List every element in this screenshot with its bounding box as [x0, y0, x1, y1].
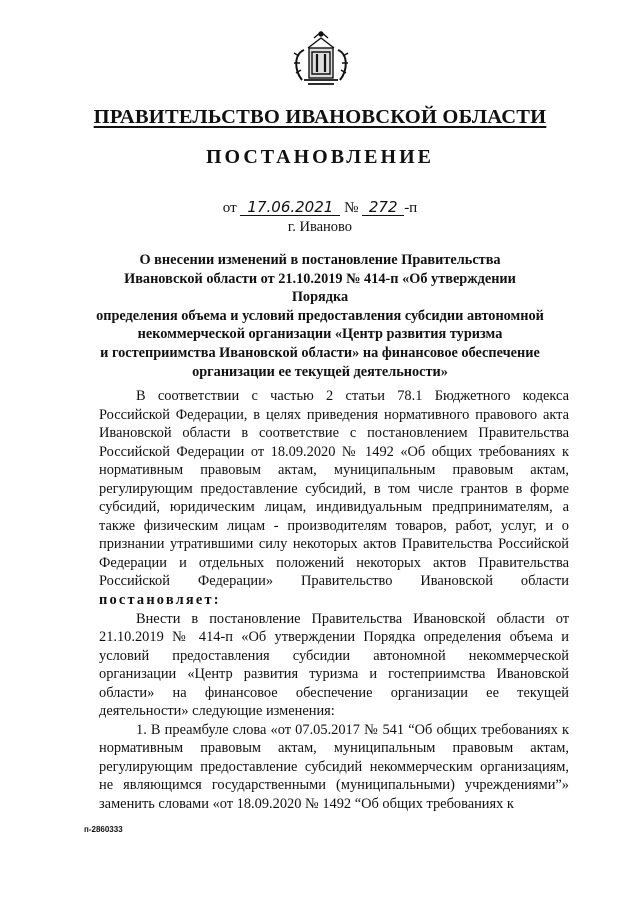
- city: г. Иваново: [287, 219, 353, 235]
- paragraph-preamble: [99, 387, 569, 610]
- date-number-line: [0, 199, 640, 217]
- preamble-text: В соответствии с частью 2 статьи 78.1 Бюджетного кодекса Российской Федерации, в целях приведения нормативного правового акта Ивановской области в соответствие с постановлением Правительства Российской Федерации от 18.09.2020 № 1492 «Об общих требованиях к нормативным правовым актам, муниципальным правовым актам, регулирующим предоставление субсидий, в том числе грантов в форме субсидий, юридическим лицам, индивидуальным предпринимателям, а также физическим лицам - производителям товаров, работ, услуг, и о признании утратившими силу некоторых актов Правительства Российской Федерации и отдельных положений некоторых актов Правительства Российской Федерации» Правительство Ивановской области: [99, 388, 569, 590]
- organization-name: ПРАВИТЕЛЬСТВО ИВАНОВСКОЙ ОБЛАСТИ: [93, 106, 547, 128]
- title-line: и гостеприимства Ивановской области» на финансовое обеспечение: [100, 344, 540, 361]
- document-number: 272: [362, 199, 404, 216]
- document-type: ПОСТАНОВЛЕНИЕ: [206, 146, 434, 168]
- number-suffix: -п: [404, 200, 418, 216]
- title-line: некоммерческой организации «Центр развития туризма: [137, 326, 503, 343]
- number-sign: №: [344, 200, 359, 216]
- document-body: [99, 387, 569, 814]
- document-title: [95, 251, 545, 381]
- coat-of-arms-emblem: [290, 30, 352, 88]
- title-line: Ивановской области от 21.10.2019 № 414-п «Об утверждении Порядка: [124, 270, 516, 306]
- title-line: организации ее текущей деятельности»: [192, 363, 448, 380]
- document-code: п-2860333: [84, 825, 123, 834]
- paragraph-amend: Внести в постановление Правительства Ивановской области от 21.10.2019 № 414-п «Об утверждении Порядка определения объема и условий предоставления субсидии автономной некоммерческой организации «Центр развития туризма и гостеприимства Ивановской области» на финансовое обеспечение организации ее текущей деятельности» следующие изменения:: [99, 610, 569, 720]
- title-line: определения объема и условий предоставления субсидии автономной: [96, 307, 544, 324]
- decree-word: постановляет:: [99, 592, 221, 609]
- title-line: О внесении изменений в постановление Правительства: [139, 252, 501, 268]
- date-prefix: от: [222, 200, 237, 216]
- document-date: 17.06.2021: [240, 199, 340, 216]
- paragraph-item-1: 1. В преамбуле слова «от 07.05.2017 № 541 “Об общих требованиях к нормативным правовым актам, муниципальным правовым актам, регулирующим предоставление субсидий некоммерческим организациям, не являющимся государственными (муниципальными) учреждениями”» заменить словами «от 18.09.2020 № 1492 “Об общих требованиях к: [99, 721, 569, 813]
